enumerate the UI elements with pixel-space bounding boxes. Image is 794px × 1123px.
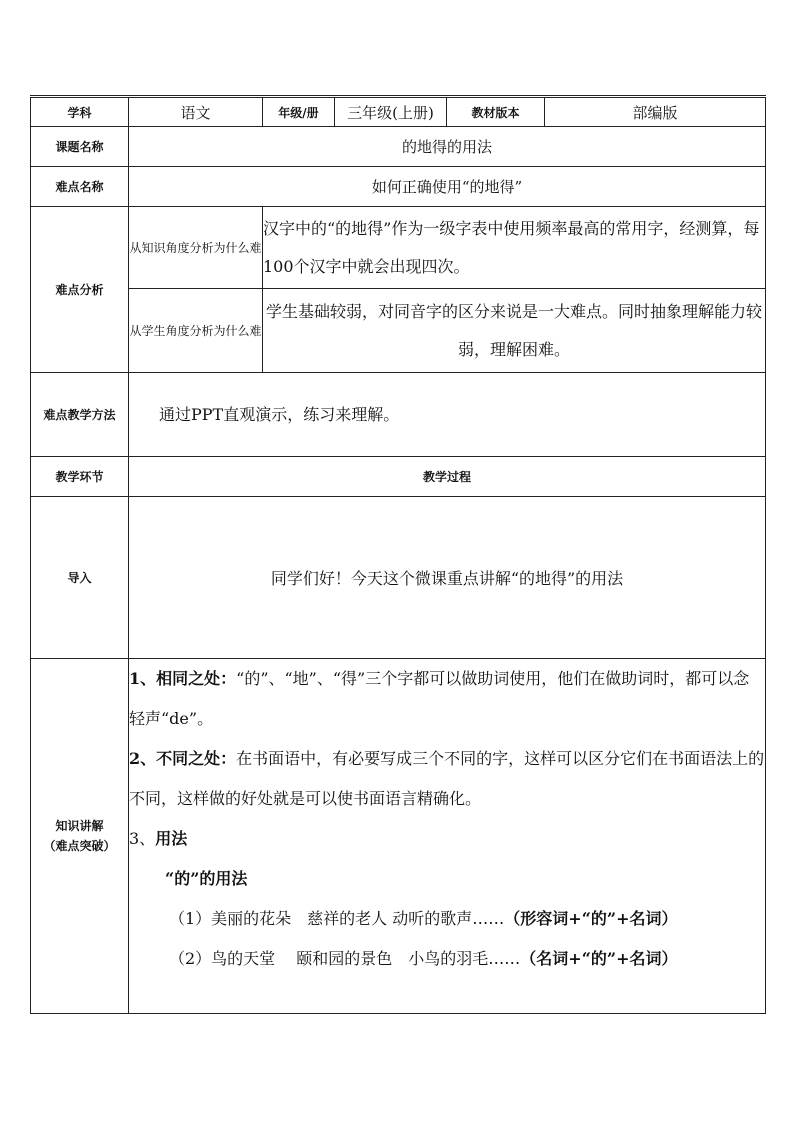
grade-label: 年级/册 — [263, 97, 335, 127]
difficulty-value: 如何正确使用“的地得” — [129, 167, 766, 207]
knowledge-angle-label: 从知识角度分析为什么难 — [129, 207, 263, 289]
knowledge-content — [129, 659, 766, 1014]
knowledge-point-2 — [129, 739, 765, 819]
topic-value: 的地得的用法 — [129, 127, 766, 167]
knowledge-label-cell — [31, 659, 129, 1014]
grade-value: 三年级(上册) — [335, 97, 447, 127]
point-1-lead: 1、相同之处： — [129, 669, 237, 688]
difficulty-row — [31, 167, 766, 207]
intro-label: 导入 — [31, 497, 129, 659]
header-row — [31, 97, 766, 127]
edition-label: 教材版本 — [447, 97, 545, 127]
knowledge-point-1 — [129, 659, 765, 739]
knowledge-label: 知识讲解 — [55, 819, 104, 833]
point-1-text: “的”、“地”、“得”三个字都可以做助词使用，他们在做助词时，都可以念轻声“de”。 — [129, 669, 750, 728]
process-header-row — [31, 457, 766, 497]
topic-label: 课题名称 — [31, 127, 129, 167]
method-label: 难点教学方法 — [31, 373, 129, 457]
example-2-text: （2）鸟的天堂 颐和园的景色 小鸟的羽毛…… — [169, 949, 521, 968]
method-value: 通过PPT直观演示，练习来理解。 — [129, 373, 766, 457]
stage-label: 教学环节 — [31, 457, 129, 497]
usage-title: “的”的用法 — [165, 869, 248, 888]
knowledge-row — [31, 659, 766, 1014]
intro-value: 同学们好！今天这个微课重点讲解“的地得”的用法 — [129, 497, 766, 659]
knowledge-point-3 — [129, 819, 765, 859]
method-row — [31, 373, 766, 457]
lesson-plan-table — [30, 95, 766, 1014]
example-1-text: （1）美丽的花朵 慈祥的老人 动听的歌声…… — [169, 909, 505, 928]
analysis-knowledge-row — [31, 207, 766, 289]
intro-row — [31, 497, 766, 659]
point-3-title: 用法 — [155, 829, 188, 848]
example-2 — [129, 939, 765, 979]
point-3-num: 3、 — [129, 829, 156, 848]
edition-value: 部编版 — [545, 97, 766, 127]
knowledge-angle-text: 汉字中的“的地得”作为一级字表中使用频率最高的常用字，经测算，每100个汉字中就会出现四次。 — [263, 207, 766, 289]
point-2-lead: 2、不同之处： — [129, 749, 237, 768]
knowledge-label-sub: （难点突破） — [43, 839, 116, 853]
student-angle-text: 学生基础较弱，对同音字的区分来说是一大难点。同时抽象理解能力较弱，理解困难。 — [263, 289, 766, 373]
example-2-rule: （名词+“的”+名词） — [520, 949, 678, 968]
example-1 — [129, 899, 765, 939]
example-1-rule: （形容词+“的”+名词） — [504, 909, 678, 928]
subject-label: 学科 — [31, 97, 129, 127]
student-angle-label: 从学生角度分析为什么难 — [129, 289, 263, 373]
analysis-label: 难点分析 — [31, 207, 129, 373]
difficulty-label: 难点名称 — [31, 167, 129, 207]
analysis-student-row — [31, 289, 766, 373]
topic-row — [31, 127, 766, 167]
subject-value: 语文 — [129, 97, 263, 127]
point-2-text: 在书面语中，有必要写成三个不同的字，这样可以区分它们在书面语法上的不同，这样做的好处就是可以使书面语言精确化。 — [129, 749, 765, 808]
process-label: 教学过程 — [129, 457, 766, 497]
